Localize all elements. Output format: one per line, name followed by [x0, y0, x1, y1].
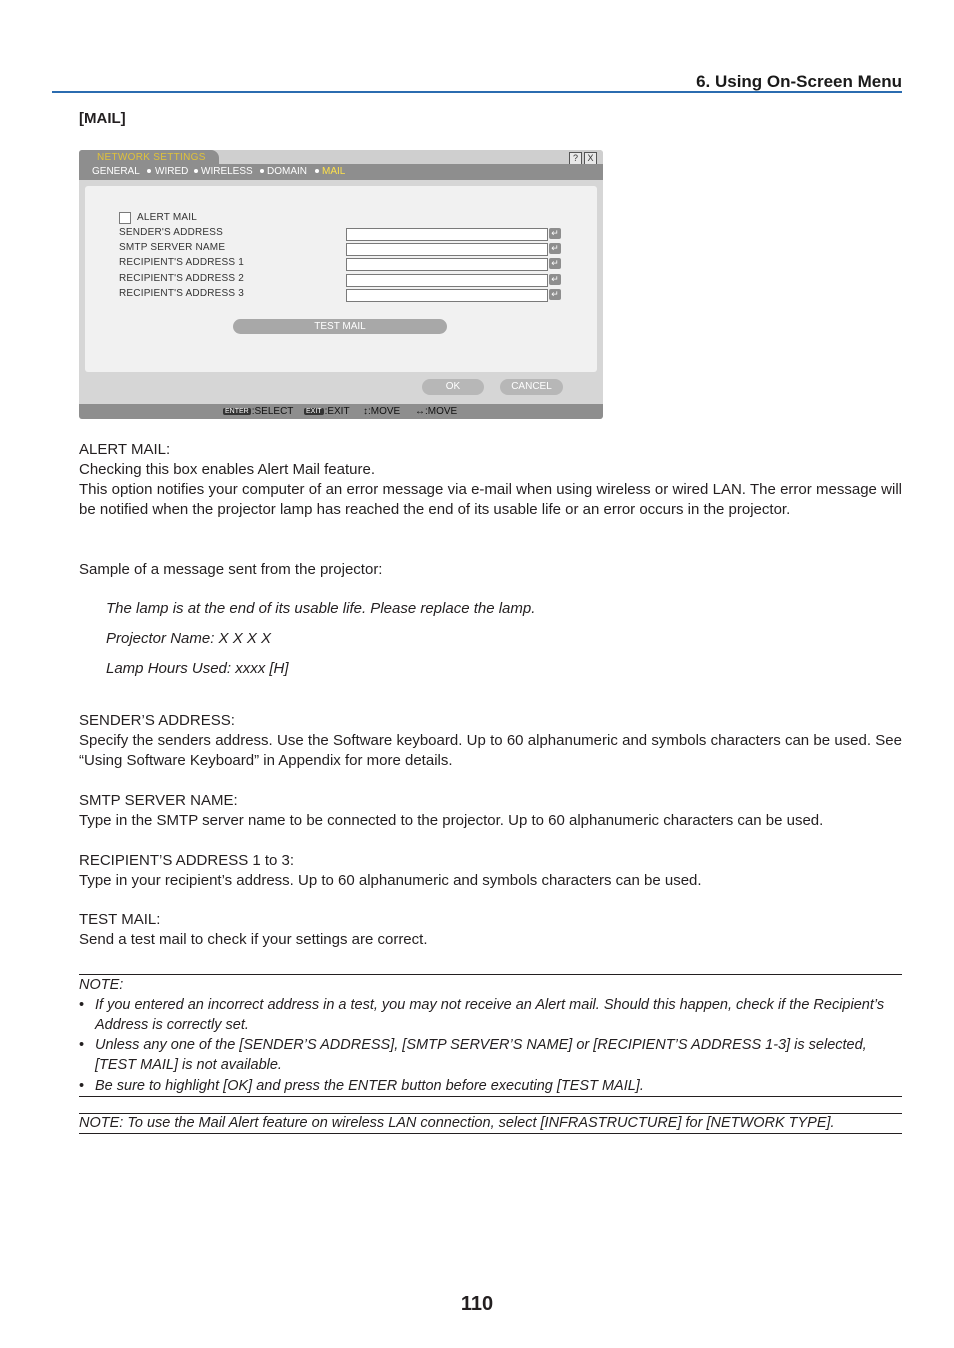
recipients-address-description: Type in your recipient’s address. Up to 60 alphanumeric and symbols characters can be used.	[79, 872, 702, 889]
senders-address-field[interactable]	[346, 228, 548, 241]
senders-address-label: SENDER'S ADDRESS	[119, 227, 224, 238]
mail-heading: [MAIL]	[79, 110, 126, 127]
window-titlebar	[79, 150, 603, 164]
footer-exit-hint	[304, 406, 350, 417]
sample-intro: Sample of a message sent from the projector:	[79, 561, 383, 578]
network-settings-window	[79, 150, 603, 419]
enter-icon[interactable]: ↵	[549, 258, 561, 269]
note-bullet: •	[79, 997, 85, 1013]
smtp-server-description: Type in the SMTP server name to be connected to the projector. Up to 60 alphanumeric characters can be used.	[79, 812, 824, 829]
note-bullet: •	[79, 1037, 85, 1053]
section-title: 6. Using On-Screen Menu	[696, 72, 902, 91]
test-mail-button[interactable]: TEST MAIL	[233, 319, 447, 334]
note-bullet: •	[79, 1078, 85, 1094]
tab-mail[interactable]: MAIL	[322, 166, 346, 177]
key-guide-footer	[79, 404, 603, 419]
smtp-server-name-label: SMTP SERVER NAME	[119, 242, 226, 253]
sample-line: Lamp Hours Used: xxxx [H]	[106, 660, 289, 677]
tab-separator	[147, 169, 151, 173]
note-label: NOTE:	[79, 977, 124, 993]
alert-mail-title: ALERT MAIL:	[79, 441, 171, 458]
tab-wireless[interactable]: WIRELESS	[201, 166, 253, 177]
note-top-rule	[79, 974, 902, 975]
window-title-tab	[79, 150, 219, 164]
alert-mail-line: Checking this box enables Alert Mail feature.	[79, 461, 375, 478]
window-title: NETWORK SETTINGS	[97, 152, 206, 163]
alert-mail-checkbox[interactable]	[119, 212, 131, 224]
tab-separator	[194, 169, 198, 173]
cancel-button[interactable]: CANCEL	[500, 379, 563, 395]
enter-icon[interactable]: ↵	[549, 274, 561, 285]
help-icon[interactable]: ?	[569, 152, 582, 165]
footer-select-hint	[223, 406, 293, 417]
smtp-server-name-field[interactable]	[346, 243, 548, 256]
page-number: 110	[460, 1293, 494, 1315]
enter-icon[interactable]: ↵	[549, 243, 561, 254]
recipients-address-1-field[interactable]	[346, 258, 548, 271]
recipients-address-title: RECIPIENT’S ADDRESS 1 to 3:	[79, 852, 295, 869]
recipients-address-2-label: RECIPIENT'S ADDRESS 2	[119, 273, 245, 284]
alert-mail-label: ALERT MAIL	[137, 212, 197, 223]
senders-address-description: Specify the senders address. Use the Software keyboard. Up to 60 alphanumeric and symbols characters can be used. See “Using Software Keyboard” in Appendix for more details.	[79, 732, 902, 769]
footer-exit-label: :EXIT	[324, 406, 350, 417]
smtp-server-title: SMTP SERVER NAME:	[79, 792, 238, 809]
footer-leftright-hint: ↔:MOVE	[415, 406, 458, 417]
wireless-note-bottom-rule	[79, 1133, 902, 1134]
test-mail-title: TEST MAIL:	[79, 911, 161, 928]
exit-key-icon: EXIT	[306, 408, 322, 415]
tab-bar	[79, 164, 603, 180]
header-rule	[52, 91, 902, 93]
ok-button[interactable]: OK	[422, 379, 484, 395]
close-icon[interactable]: X	[584, 152, 597, 165]
tab-general[interactable]: GENERAL	[92, 166, 140, 177]
recipients-address-3-label: RECIPIENT'S ADDRESS 3	[119, 288, 245, 299]
tab-separator	[260, 169, 264, 173]
wireless-note: NOTE: To use the Mail Alert feature on wireless LAN connection, select [INFRASTRUCTURE] for [NETWORK TYPE].	[79, 1115, 835, 1131]
sample-line: Projector Name: X X X X	[106, 630, 272, 647]
tab-wired[interactable]: WIRED	[155, 166, 189, 177]
recipients-address-2-field[interactable]	[346, 274, 548, 287]
test-mail-description: Send a test mail to check if your settings are correct.	[79, 931, 428, 948]
mail-settings-panel	[85, 186, 597, 372]
tab-separator	[315, 169, 319, 173]
note-bottom-rule	[79, 1096, 902, 1097]
enter-key-icon: ENTER	[225, 408, 249, 415]
footer-updown-hint: ↕:MOVE	[363, 406, 401, 417]
enter-icon[interactable]: ↵	[549, 289, 561, 300]
recipients-address-1-label: RECIPIENT'S ADDRESS 1	[119, 257, 245, 268]
note-item: Unless any one of the [SENDER’S ADDRESS], [SMTP SERVER’S NAME] or [RECIPIENT’S ADDRESS 1-3] is selected, [TEST MAIL] is not available.	[95, 1037, 867, 1073]
recipients-address-3-field[interactable]	[346, 289, 548, 302]
enter-icon[interactable]: ↵	[549, 228, 561, 239]
note-item: Be sure to highlight [OK] and press the ENTER button before executing [TEST MAIL].	[95, 1078, 644, 1094]
footer-select-label: :SELECT	[251, 406, 294, 417]
tab-domain[interactable]: DOMAIN	[267, 166, 307, 177]
senders-address-title: SENDER’S ADDRESS:	[79, 712, 235, 729]
alert-mail-description: This option notifies your computer of an error message via e-mail when using wireless or wired LAN. The error message will be notified when the projector lamp has reached the end of its usable life or an error occurs in the projector.	[79, 481, 902, 518]
note-item: If you entered an incorrect address in a test, you may not receive an Alert mail. Should this happen, check if the Recipient’s Address is correctly set.	[95, 997, 885, 1033]
sample-line: The lamp is at the end of its usable life. Please replace the lamp.	[106, 600, 536, 617]
